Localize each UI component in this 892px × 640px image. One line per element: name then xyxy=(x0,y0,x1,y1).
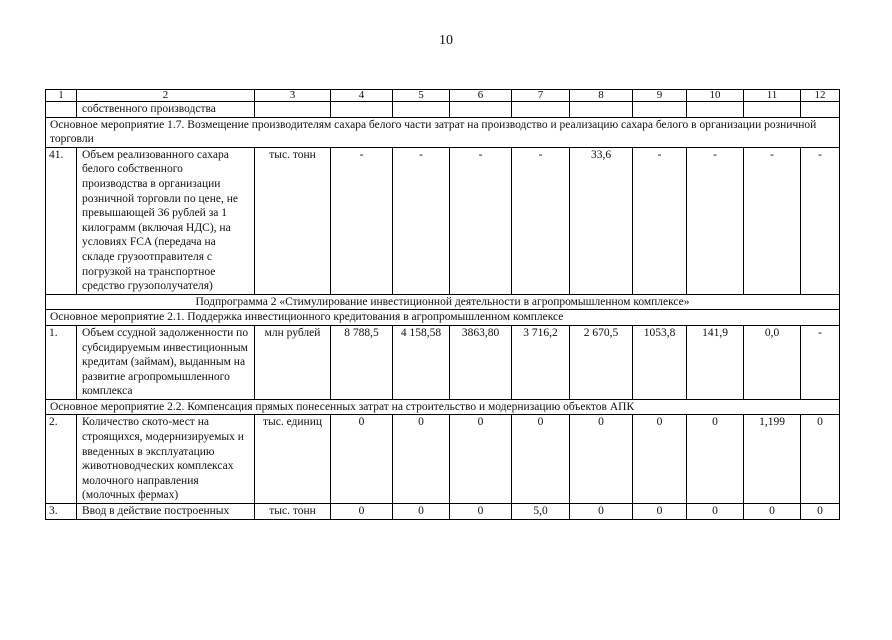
value-cell: 1,199 xyxy=(744,415,801,504)
value-cell: - xyxy=(801,147,840,294)
value-cell: 33,6 xyxy=(570,147,633,294)
value-cell: - xyxy=(633,147,687,294)
value-cell: 0 xyxy=(633,415,687,504)
column-header: 3 xyxy=(255,90,331,102)
page-number: 10 xyxy=(439,33,453,48)
section-row xyxy=(46,310,840,326)
indicator-name: Ввод в действие построенных xyxy=(77,504,255,520)
column-header: 10 xyxy=(687,90,744,102)
section-row xyxy=(46,399,840,415)
value-cell xyxy=(687,102,744,118)
value-cell: 0 xyxy=(801,504,840,520)
column-header: 7 xyxy=(512,90,570,102)
value-cell: 0 xyxy=(450,415,512,504)
column-header: 8 xyxy=(570,90,633,102)
row-number xyxy=(46,102,77,118)
row-number: 41. xyxy=(46,147,77,294)
section-heading-1-7: Основное мероприятие 1.7. Возмещение производителям сахара белого части затрат на производство и реализацию сахара белого в организации розничной торговли xyxy=(46,117,840,147)
column-header: 4 xyxy=(331,90,393,102)
value-cell: 0 xyxy=(331,504,393,520)
value-cell: 0 xyxy=(450,504,512,520)
value-cell: 0 xyxy=(393,504,450,520)
value-cell: 0 xyxy=(570,415,633,504)
row-number: 3. xyxy=(46,504,77,520)
column-header: 9 xyxy=(633,90,687,102)
indicator-name: Количество ското-мест на строящихся, модернизируемых и введенных в эксплуатацию животноводческих комплексах молочного направления (молочных фермах) xyxy=(77,415,255,504)
table-row xyxy=(46,102,840,118)
value-cell: 0 xyxy=(687,504,744,520)
value-cell: 0,0 xyxy=(744,325,801,399)
column-header: 1 xyxy=(46,90,77,102)
table-row xyxy=(46,504,840,520)
indicator-name: собственного производства xyxy=(77,102,255,118)
value-cell: 141,9 xyxy=(687,325,744,399)
value-cell xyxy=(744,102,801,118)
value-cell xyxy=(450,102,512,118)
value-cell: 2 670,5 xyxy=(570,325,633,399)
value-cell: 0 xyxy=(570,504,633,520)
unit-cell: тыс. тонн xyxy=(255,147,331,294)
value-cell xyxy=(801,102,840,118)
value-cell: - xyxy=(744,147,801,294)
value-cell: 0 xyxy=(687,415,744,504)
value-cell: - xyxy=(393,147,450,294)
column-number-row xyxy=(46,90,840,102)
value-cell: - xyxy=(687,147,744,294)
value-cell: 0 xyxy=(633,504,687,520)
value-cell: 0 xyxy=(331,415,393,504)
column-header: 6 xyxy=(450,90,512,102)
unit-cell xyxy=(255,102,331,118)
unit-cell: тыс. единиц xyxy=(255,415,331,504)
unit-cell: млн рублей xyxy=(255,325,331,399)
section-heading-2-1: Основное мероприятие 2.1. Поддержка инвестиционного кредитования в агропромышленном комплексе xyxy=(46,310,840,326)
value-cell: 3863,80 xyxy=(450,325,512,399)
table-row xyxy=(46,415,840,504)
table-row xyxy=(46,147,840,294)
value-cell: 8 788,5 xyxy=(331,325,393,399)
value-cell xyxy=(331,102,393,118)
value-cell: - xyxy=(331,147,393,294)
column-header: 2 xyxy=(77,90,255,102)
value-cell xyxy=(393,102,450,118)
value-cell xyxy=(570,102,633,118)
value-cell: 0 xyxy=(801,415,840,504)
indicators-table xyxy=(45,89,840,520)
section-row xyxy=(46,294,840,310)
value-cell xyxy=(512,102,570,118)
value-cell: - xyxy=(801,325,840,399)
value-cell: 4 158,58 xyxy=(393,325,450,399)
value-cell xyxy=(633,102,687,118)
section-row xyxy=(46,117,840,147)
unit-cell: тыс. тонн xyxy=(255,504,331,520)
indicator-name: Объем ссудной задолженности по субсидируемым инвестиционным кредитам (займам), выданным на развитие агропромышленного комплекса xyxy=(77,325,255,399)
row-number: 1. xyxy=(46,325,77,399)
subprogram-heading: Подпрограмма 2 «Стимулирование инвестиционной деятельности в агропромышленном комплексе» xyxy=(46,294,840,310)
column-header: 11 xyxy=(744,90,801,102)
column-header: 12 xyxy=(801,90,840,102)
table-row xyxy=(46,325,840,399)
value-cell: - xyxy=(512,147,570,294)
value-cell: 0 xyxy=(393,415,450,504)
indicator-name: Объем реализованного сахара белого собственного производства в организации розничной торговли по цене, не превышающей 36 рублей за 1 килограмм (включая НДС), на условиях FCA (передача на складе грузоотправителя с погрузкой на транспортное средство грузополучателя) xyxy=(77,147,255,294)
value-cell: 0 xyxy=(744,504,801,520)
value-cell: - xyxy=(450,147,512,294)
value-cell: 1053,8 xyxy=(633,325,687,399)
row-number: 2. xyxy=(46,415,77,504)
column-header: 5 xyxy=(393,90,450,102)
section-heading-2-2: Основное мероприятие 2.2. Компенсация прямых понесенных затрат на строительство и модернизацию объектов АПК xyxy=(46,399,840,415)
value-cell: 5,0 xyxy=(512,504,570,520)
value-cell: 3 716,2 xyxy=(512,325,570,399)
value-cell: 0 xyxy=(512,415,570,504)
